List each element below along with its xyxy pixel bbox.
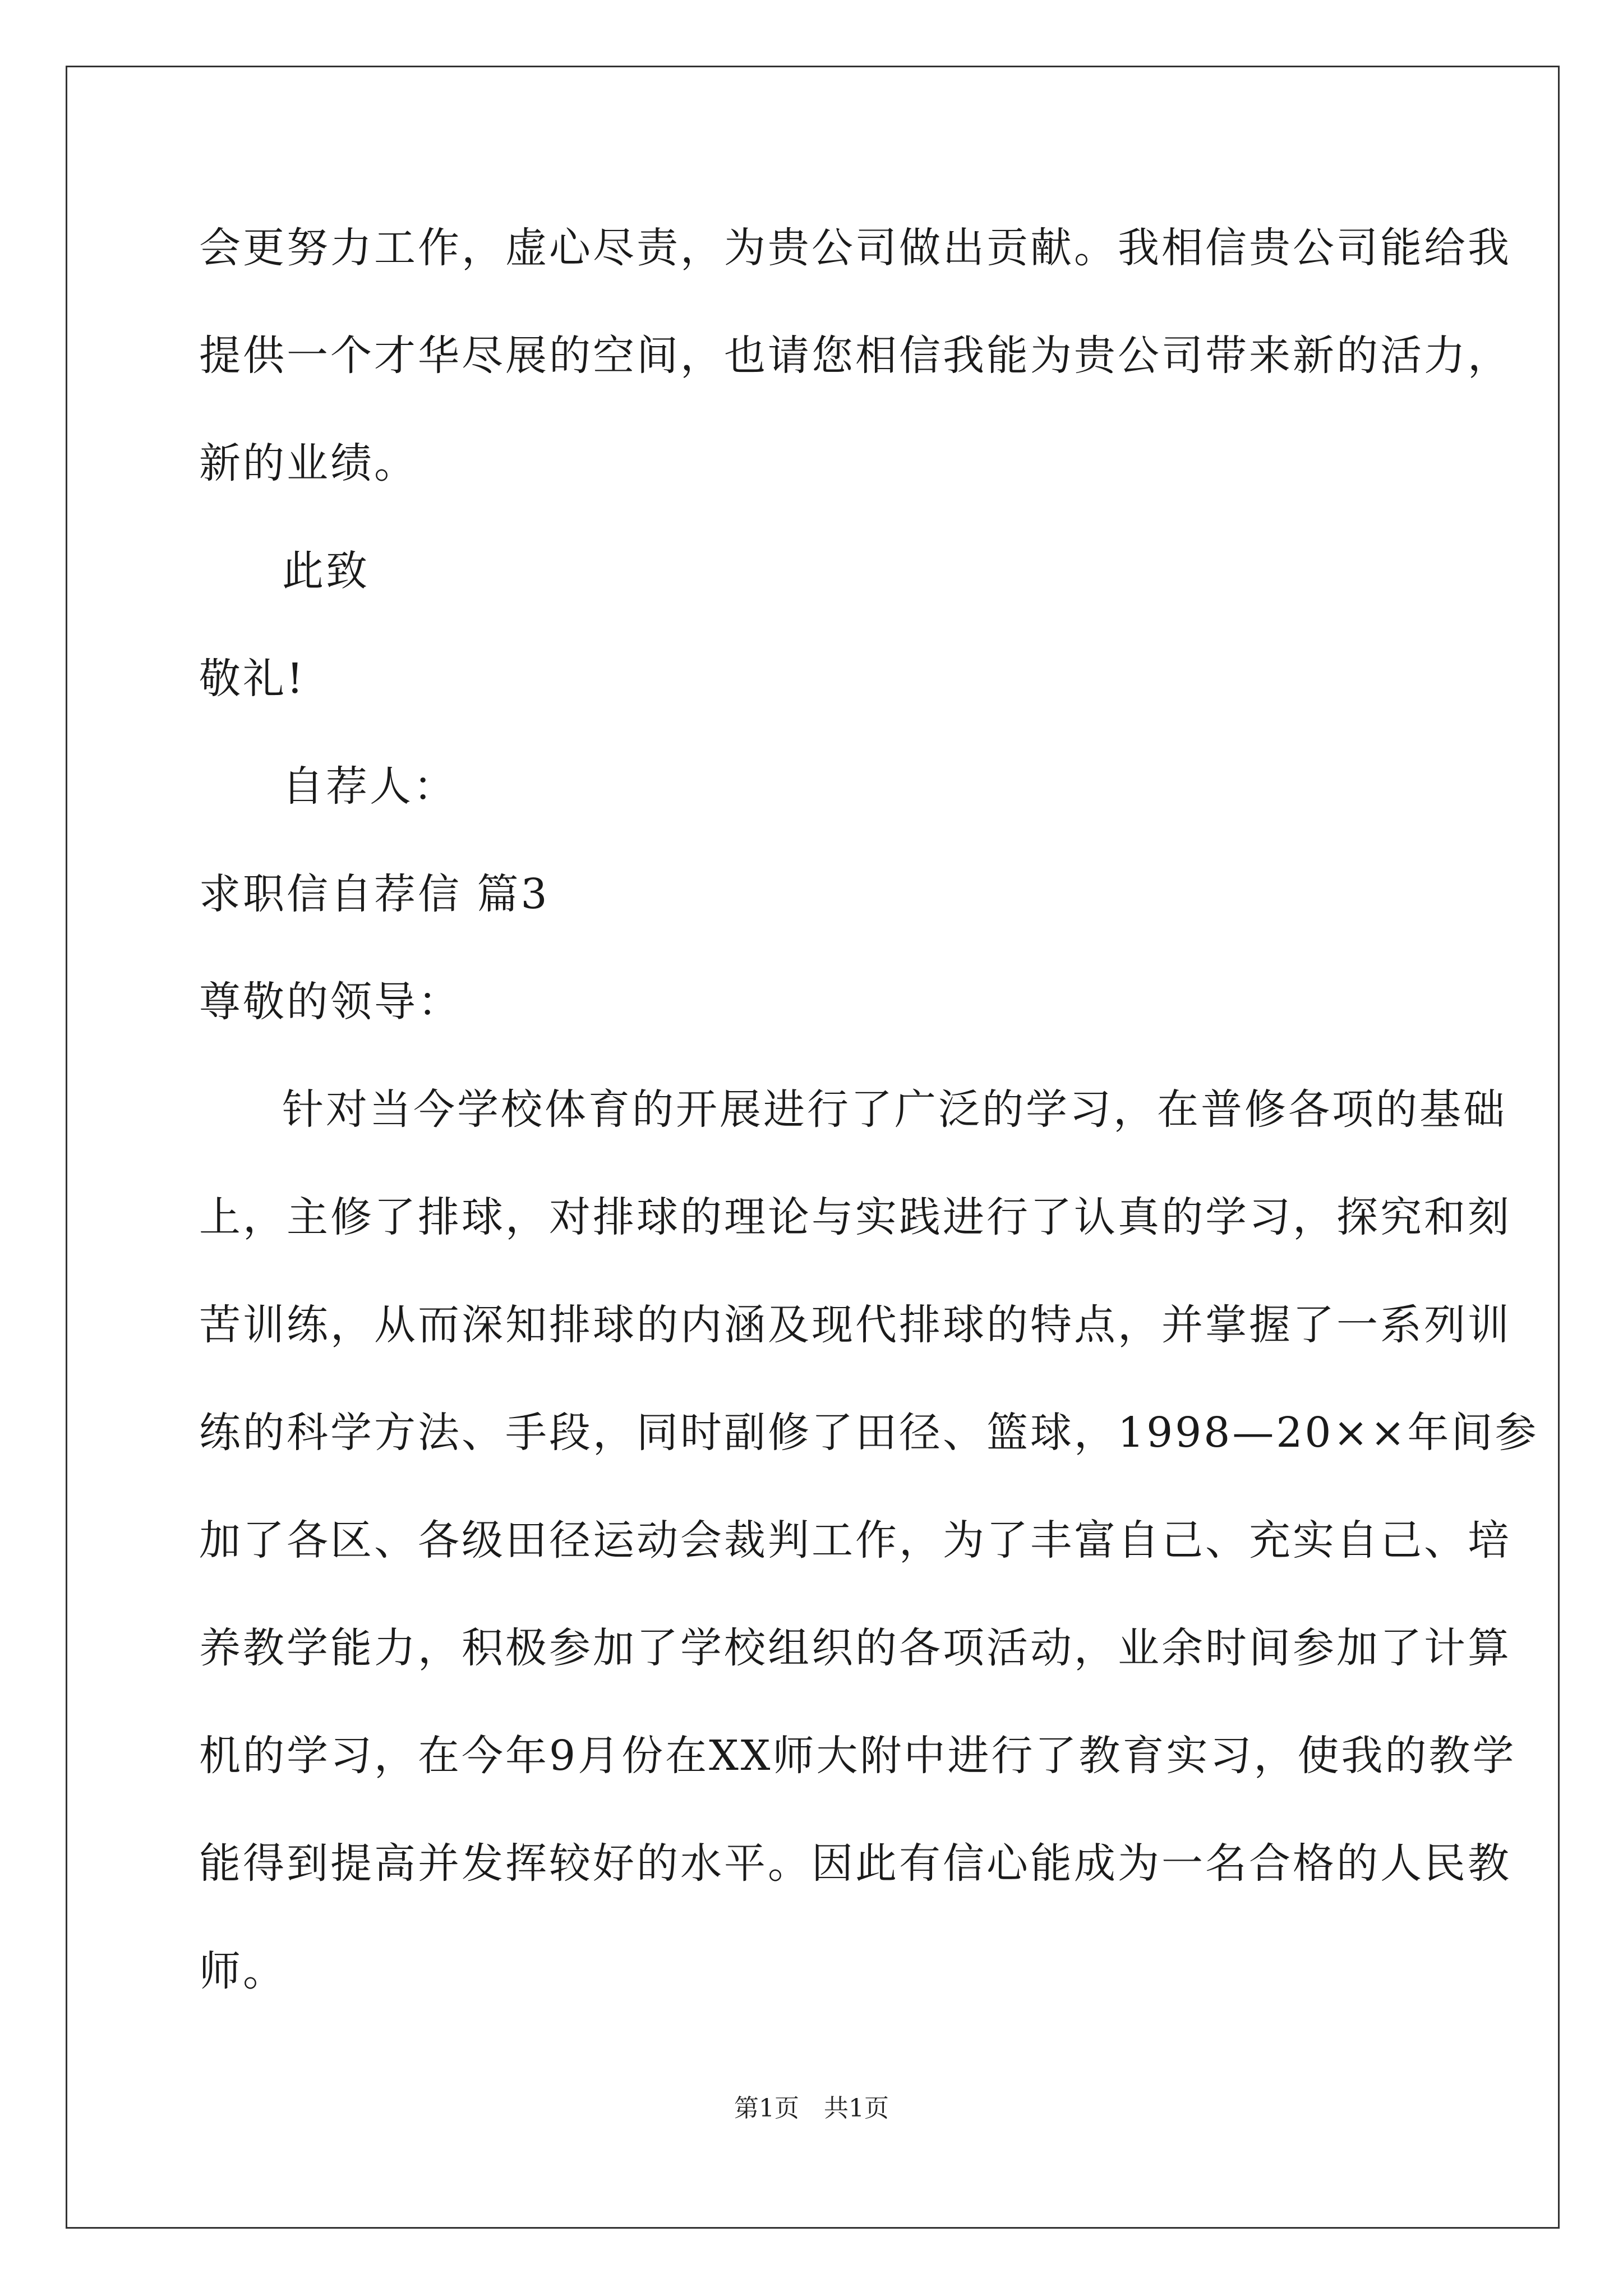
body-line: 针对当今学校体育的开展进行了广泛的学习，在普修各项的基础	[282, 1085, 1507, 1134]
greeting: 尊敬的领导：	[199, 978, 462, 1026]
closing-salutation: 此致	[282, 547, 370, 595]
body-line: 上，主修了排球，对排球的理论与实践进行了认真的学习，探究和刻	[199, 1193, 1511, 1241]
body-line: 加了各区、各级田径运动会裁判工作，为了丰富自己、充实自己、培	[199, 1516, 1511, 1565]
body-line: 会更努力工作，虚心尽责，为贵公司做出贡献。我相信贵公司能给我	[199, 224, 1511, 272]
body-line: 机的学习，在今年9月份在XX师大附中进行了教育实习，使我的教学	[199, 1732, 1516, 1780]
body-line: 养教学能力，积极参加了学校组织的各项活动，业余时间参加了计算	[199, 1624, 1511, 1672]
page-border	[66, 66, 1560, 2229]
page-number-footer: 第1页 共1页	[734, 2094, 889, 2123]
closing-regards: 敬礼!	[199, 655, 306, 703]
body-line: 师。	[199, 1947, 287, 1995]
body-line: 提供一个才华尽展的空间，也请您相信我能为贵公司带来新的活力，	[199, 332, 1511, 380]
body-line: 新的业绩。	[199, 439, 418, 487]
body-line: 能得到提高并发挥较好的水平。因此有信心能成为一名合格的人民教	[199, 1839, 1511, 1888]
body-line: 苦训练，从而深知排球的内涵及现代排球的特点，并掌握了一系列训	[199, 1301, 1511, 1349]
signature-line: 自荐人：	[282, 762, 457, 811]
body-line: 练的科学方法、手段，同时副修了田径、篮球，1998—20××年间参	[199, 1409, 1539, 1457]
section-heading: 求职信自荐信 篇3	[199, 870, 550, 918]
